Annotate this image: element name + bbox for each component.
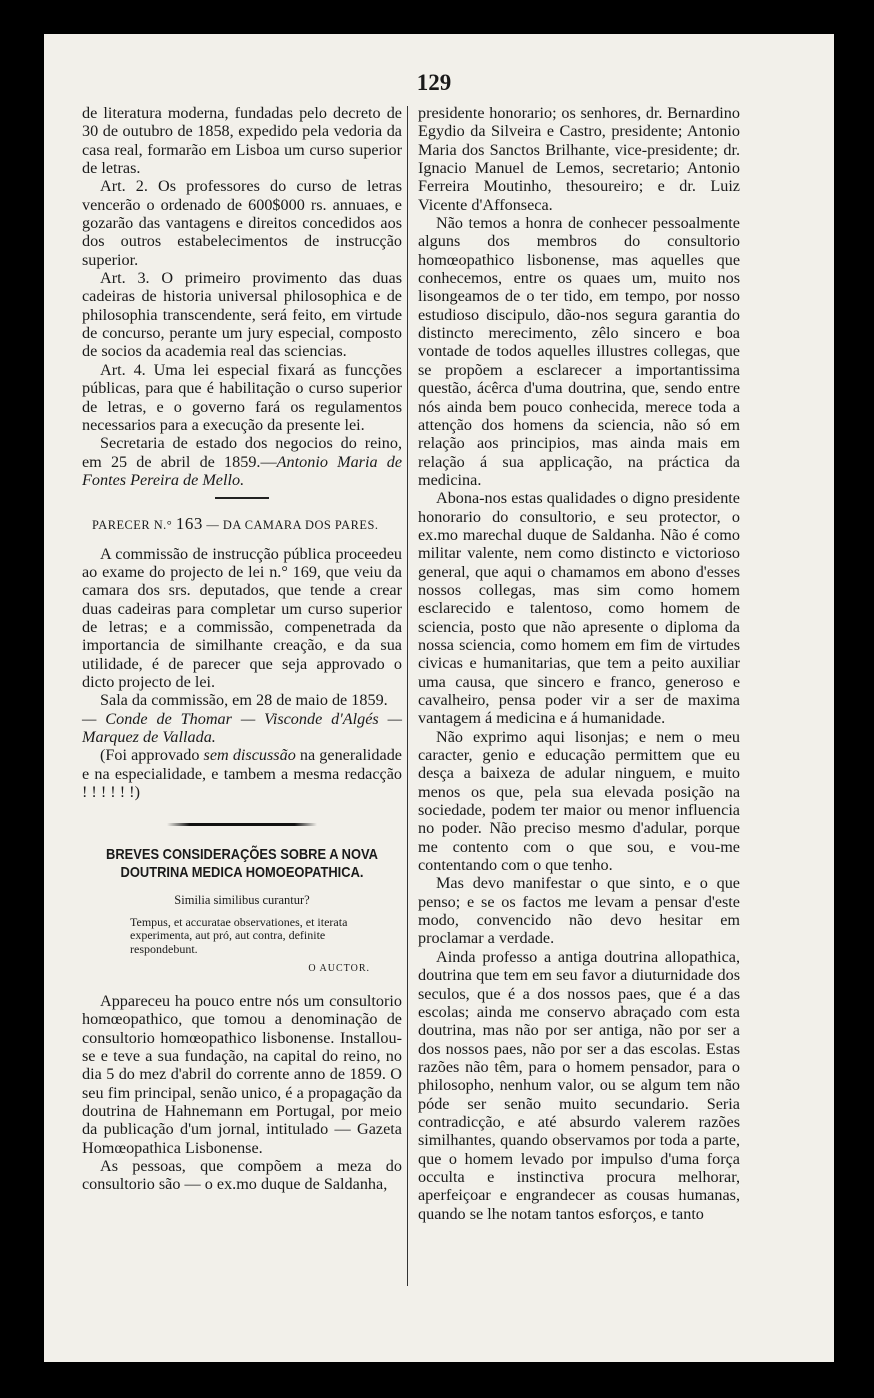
right-column	[418, 104, 740, 1223]
paragraph: As pessoas, que compõem a meza do consultorio são — o ex.mo duque de Saldanha,	[82, 1156, 402, 1194]
parecer-number: 163	[175, 514, 203, 534]
epigraph-author: O AUCTOR.	[308, 963, 370, 975]
paragraph: Mas devo manifestar o que sinto, e o que penso; e se os factos me levam a pensar d'este modo, convencido não devo hesitar em proclamar a verdade.	[418, 874, 740, 948]
paragraph-commission: A commissão de instrucção pública proceedeu ao exame do projecto de lei n.° 169, que veiu da camara dos srs. deputados, que tende a crear duas cadeiras para completar um curso superior de letras; e a commissão, compenetrada da importancia de similhante creação, e da sua utilidade, é de parecer que seja approvado o dicto projecto de lei.	[82, 544, 402, 691]
paragraph: de literatura moderna, fundadas pelo decreto de 30 de outubro de 1858, expedido pela vedoria da casa real, formarão em Lisboa um curso superior de letras.	[82, 104, 402, 178]
paragraph-article-3: Art. 3. O primeiro provimento das duas cadeiras de historia universal philosophica e de philosophia transcendente, será feito, em virtude de concurso, perante um jury especial, composto de socios da academia real das sciencias.	[82, 269, 402, 361]
paragraph: Abona-nos estas qualidades o digno presidente honorario do consultorio, e seu protector, o ex.mo marechal duque de Saldanha. Não é como militar valente, nem como distincto e victorioso general, que aqui o chamamos em abono d'esses nossos collegas, mas sim como homem esclarecido e talentoso, como homem de sciencia, posto que não apresente o diploma da nossa sciencia, como homem em fim de virtudes civicas e humanitarias, que tem a peito auxiliar uma causa, que sincero e franco, generoso e cavalheiro, pensa poder vir a ser de maxima vantagem á medicina e á humanidade.	[418, 489, 740, 728]
paragraph: presidente honorario; os senhores, dr. Bernardino Egydio da Silveira e Castro, presidente; Antonio Maria dos Sanctos Brilhante, vice-presidente; dr. Ignacio Manuel de Lemos, secretario; Antonio Ferreira Moutinho, thesoureiro; e dr. Luiz Vicente d'Affonseca.	[418, 104, 740, 214]
divider-rule	[215, 497, 269, 499]
signatures: — Conde de Thomar — Visconde d'Algés — Marquez de Vallada.	[82, 709, 402, 746]
paragraph: Não temos a honra de conhecer pessoalmente alguns dos membros do consultorio homœopathico lisbonense, mas aquelles que conhecemos, entre os quaes um, muito nos lisongeamos de o ter tido, em tempo, por nosso estudioso discipulo, dão-nos segura garantia do distincto merecimento, zêlo sincero e boa vontade de todos aquelles illustres collegas, que se propõem a esclarecer a importantissima questão, ácêrca d'uma doutrina, que, sendo entre nós ainda bem pouco conhecida, merece toda a attenção dos homens da sciencia, não só em relação aos principios, mas ainda mais em relação á sua applicação, na práctica da medicina.	[418, 214, 740, 489]
signature-name: Antonio Maria de Fontes Pereira de Mello.	[82, 452, 403, 489]
signature-text: Secretaria de estado dos negocios do reino, em 25 de abril de 1859.—	[82, 434, 402, 471]
paragraph-signatures	[82, 710, 402, 747]
parecer-label: PARECER N.°	[92, 518, 176, 533]
page-number: 129	[416, 70, 452, 95]
approval-emphasis: sem discussão	[203, 746, 296, 765]
article-title: BREVES CONSIDERAÇÕES SOBRE A NOVA DOUTRINA MEDICA HOMOEOPATHICA.	[106, 846, 378, 882]
approval-text-b: na generalidade e na especialidade, e tambem a mesma redacção ! ! ! ! ! !)	[82, 746, 402, 802]
approval-text-a: (Foi approvado	[100, 746, 204, 765]
epigraph-motto: Similia similibus curantur?	[174, 893, 310, 908]
epigraph	[82, 894, 402, 976]
left-column	[82, 104, 402, 1194]
paragraph: Ainda professo a antiga doutrina allopathica, doutrina que tem em seu favor a diuturnidade dos seculos, que é a dos nossos paes, que é a das escolas; ainda me conservo abraçado com esta doutrina, mas não por ser antiga, não por ser a dos nossos paes, não por ser a das escolas. Estas razões não têm, para o homem pensador, para o philosopho, nenhum valor, ou se algum tem não póde ser senão muito secundario. Seria contradicção, e até absurdo valerem razões similhantes, quando observamos por toda a parte, que o homem levado por impulso d'uma força occulta e instinctiva procura melhorar, aperfeiçoar e engrandecer as cousas humanas, quando se lhe notam tantos esforços, e tanto	[418, 947, 740, 1223]
column-divider	[407, 106, 408, 1286]
ornamental-rule	[167, 823, 317, 826]
parecer-source: — DA CAMARA DOS PARES.	[202, 518, 379, 533]
document-page	[44, 34, 834, 1362]
paragraph-article-4: Art. 4. Uma lei especial fixará as funcções públicas, para que é habilitação o curso superior de letras, e o governo fará os regulamentos necessarios para a execução da presente lei.	[82, 360, 402, 434]
paragraph: Não exprimo aqui lisonjas; e nem o meu caracter, genio e educação permittem que eu desça a baixeza de adular ninguem, e muito menos os que, pela sua elevada posição na sociedade, podem ter maior ou menor influencia no poder. Não preciso mesmo d'adular, porque me contento com o que sou, e vou-me contentando com o que tenho.	[418, 727, 740, 875]
paragraph-article-2: Art. 2. Os professores do curso de letras vencerão o ordenado de 600$000 rs. annuaes, e gozarão das vantagens e direitos concedidos aos dos outros estabelecimentos de instrucção superior.	[82, 177, 402, 269]
paragraph: Appareceu ha pouco entre nós um consultorio homœopathico, que tomou a denominação de consultorio homœopathico lisbonense. Installou-se e teve a sua fundação, na capital do reino, no dia 5 do mez d'abril do corrente anno de 1859. O seu fim principal, senão unico, é a propagação da doutrina de Hahnemann em Portugal, por meio da publicação d'um jornal, intitulado — Gazeta Homœopathica Lisbonense.	[82, 991, 402, 1157]
paragraph-sala: Sala da commissão, em 28 de maio de 1859.	[100, 691, 388, 710]
parecer-heading	[92, 515, 402, 534]
epigraph-quote: Tempus, et accuratae observationes, et iterata experimenta, aut pró, aut contra, definite respondebunt.	[130, 914, 348, 956]
paragraph-approval	[82, 746, 402, 801]
paragraph-signature	[82, 434, 402, 489]
